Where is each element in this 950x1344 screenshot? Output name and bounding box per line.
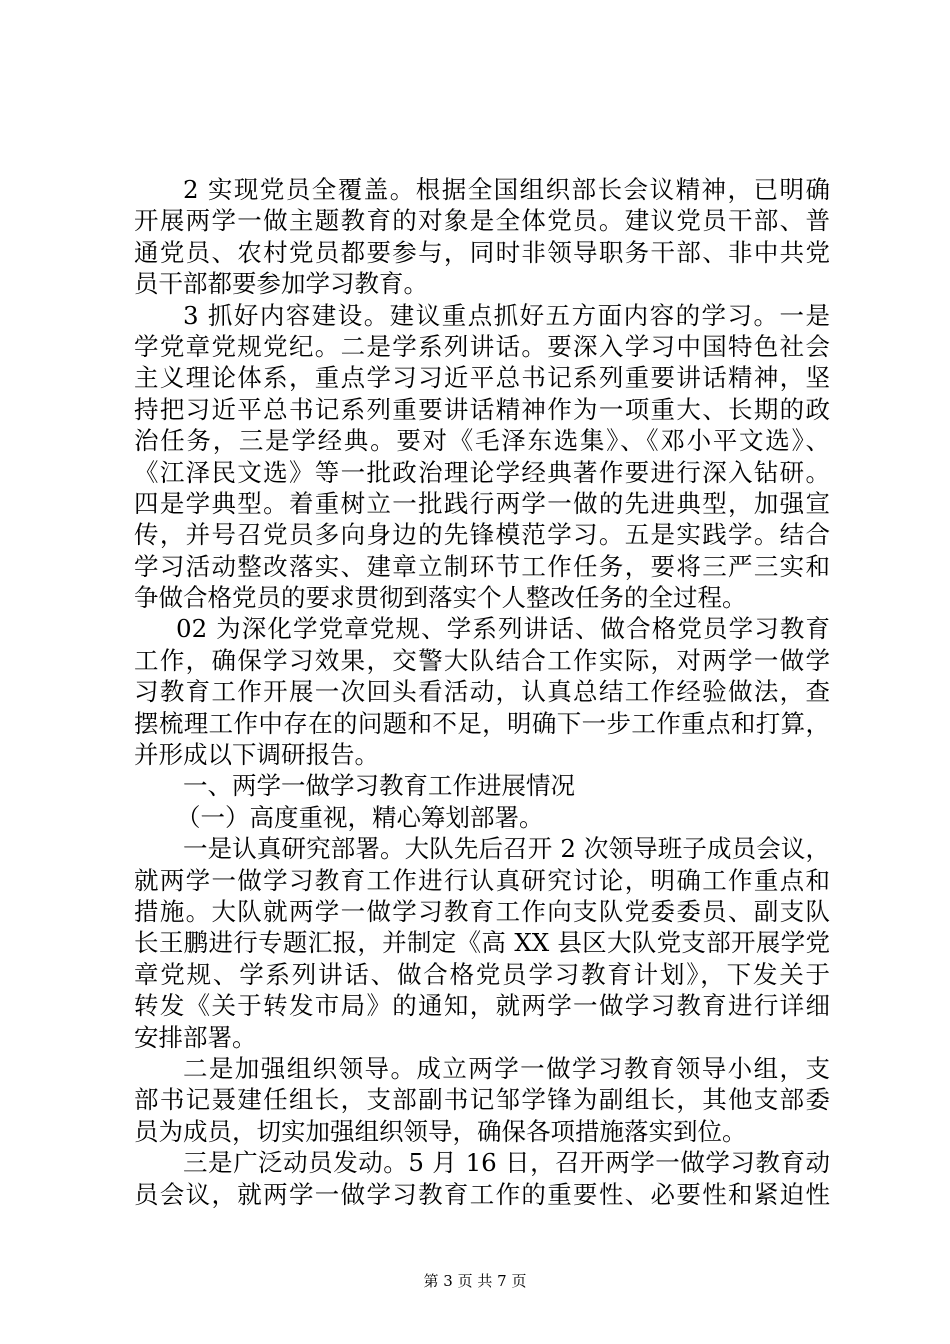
text-line: 员为成员，切实加强组织领导，确保各项措施落实到位。: [134, 1116, 747, 1146]
section-heading: 一、两学一做学习教育工作进展情况: [183, 771, 575, 801]
document-body: [134, 174, 830, 1210]
text-line: 争做合格党员的要求贯彻到落实个人整改任务的全过程。: [134, 583, 747, 613]
text-line: 学习活动整改落实、建章立制环节工作任务，要将三严三实和: [134, 551, 830, 581]
text-line: 章党规、学系列讲话、做合格党员学习教育计划》，下发关于: [134, 959, 830, 989]
text-line: 工作，确保学习效果，交警大队结合工作实际，对两学一做学: [134, 645, 830, 675]
text-line: 传，并号召党员多向身边的先锋模范学习。五是实践学。结合: [134, 520, 830, 550]
text-line: 摆梳理工作中存在的问题和不足，明确下一步工作重点和打算，: [134, 708, 830, 738]
text-line: 治任务，三是学经典。要对《毛泽东选集》、《邓小平文选》、: [134, 426, 830, 456]
text-line: 二是加强组织领导。成立两学一做学习教育领导小组，支: [183, 1053, 830, 1083]
text-line: 《江泽民文选》等一批政治理论学经典著作要进行深入钻研。: [134, 457, 830, 487]
text-line: 四是学典型。着重树立一批践行两学一做的先进典型，加强宣: [134, 488, 830, 518]
text-line: 2 实现党员全覆盖。根据全国组织部长会议精神，已明确: [183, 175, 830, 204]
text-line: 安排部署。: [134, 1022, 257, 1052]
text-line: 转发《关于转发市局》的通知，就两学一做学习教育进行详细: [134, 991, 830, 1021]
text-line: 就两学一做学习教育工作进行认真研究讨论，明确工作重点和: [134, 865, 830, 895]
text-line: 主义理论体系，重点学习习近平总书记系列重要讲话精神，坚: [134, 363, 830, 393]
text-line: 长王鹏进行专题汇报，并制定《高 XX 县区大队党支部开展学党: [134, 928, 830, 958]
text-line: 员会议，就两学一做学习教育工作的重要性、必要性和紧迫性: [134, 1179, 830, 1209]
text-line: 并形成以下调研报告。: [134, 740, 379, 770]
text-line: 3 抓好内容建设。建议重点抓好五方面内容的学习。一是: [183, 300, 830, 330]
text-line: 一是认真研究部署。大队先后召开 2 次领导班子成员会议，: [183, 834, 830, 864]
text-line: 学党章党规党纪。二是学系列讲话。要深入学习中国特色社会: [134, 331, 830, 361]
text-line: 通党员、农村党员都要参与，同时非领导职务干部、非中共党: [134, 237, 830, 267]
text-line: 习教育工作开展一次回头看活动，认真总结工作经验做法，查: [134, 677, 830, 707]
text-line: 员干部都要参加学习教育。: [134, 269, 428, 299]
text-line: 02 为深化学党章党规、学系列讲话、做合格党员学习教育: [176, 614, 830, 644]
text-line: 持把习近平总书记系列重要讲话精神作为一项重大、长期的政: [134, 394, 830, 424]
page-footer: 第 3 页 共 7 页: [423, 1272, 527, 1290]
text-line: 开展两学一做主题教育的对象是全体党员。建议党员干部、普: [134, 206, 830, 236]
text-line: 部书记聂建任组长，支部副书记邹学锋为副组长，其他支部委: [134, 1085, 830, 1115]
subsection-heading: （一）高度重视，精心筹划部署。: [176, 802, 544, 832]
text-line: 三是广泛动员发动。5 月 16 日，召开两学一做学习教育动: [183, 1148, 830, 1178]
text-line: 措施。大队就两学一做学习教育工作向支队党委委员、副支队: [134, 896, 830, 926]
